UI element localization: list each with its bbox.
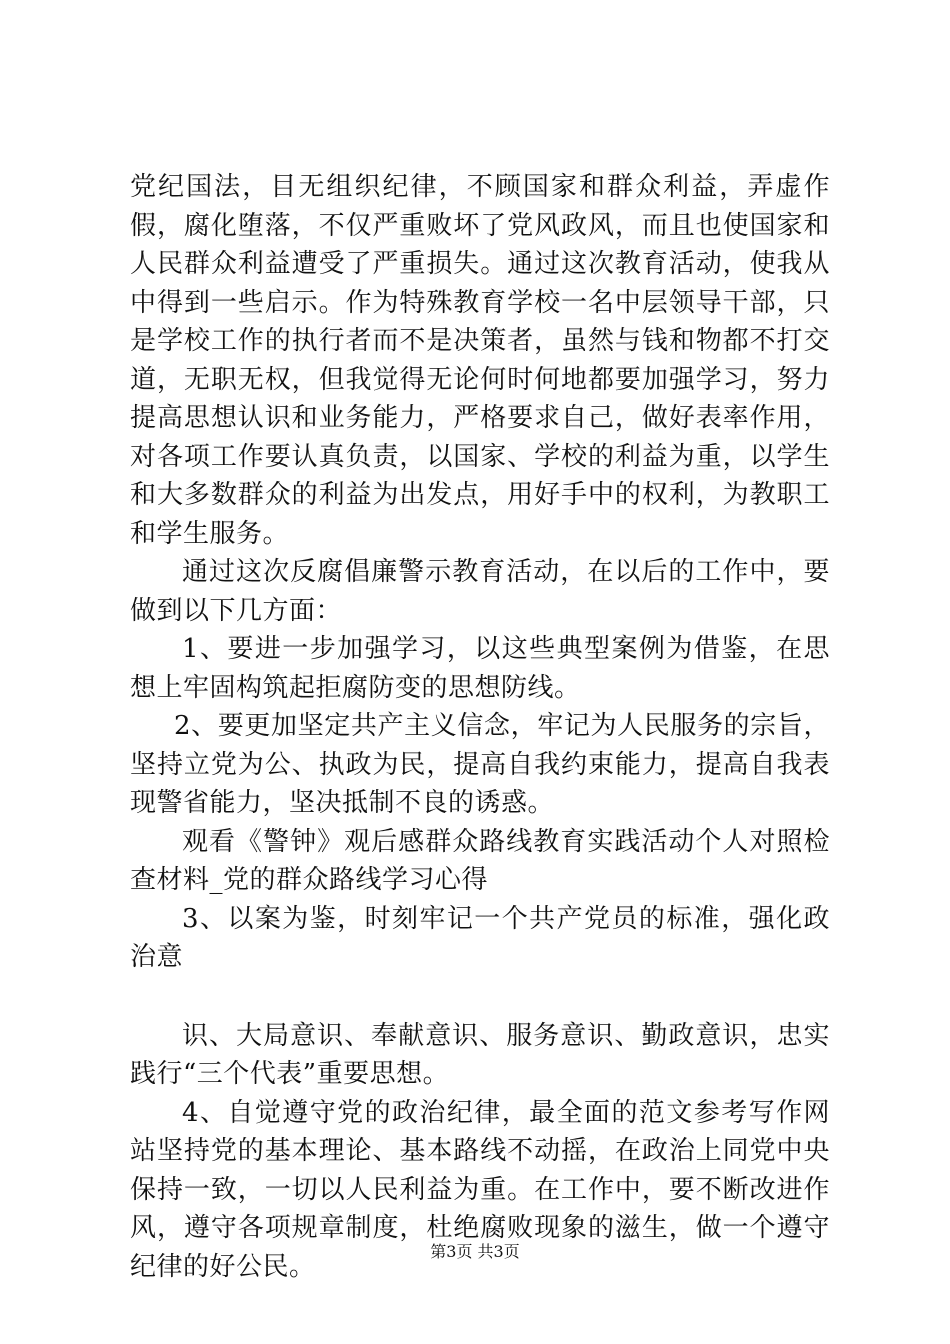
paragraph-aspects-intro: 通过这次反腐倡廉警示教育活动，在以后的工作中，要做到以下几方面： bbox=[130, 557, 830, 626]
paragraph-point-3-continued: 识、大局意识、奉献意识、服务意识、勤政意识，忠实践行“三个代表”重要思想。 bbox=[130, 1020, 830, 1089]
paragraph-point-4: 4、自觉遵守党的政治纪律，最全面的范文参考写作网站坚持党的基本理论、基本路线不动摇，在政治上同党中央保持一致，一切以人民利益为重。在工作中，要不断改进作风，遵守各项规章制度，杜绝腐败现象的滋生，做一个遵守纪律的好公民。 bbox=[130, 1097, 830, 1282]
document-body bbox=[130, 168, 830, 1286]
paragraph-point-1: 1、要进一步加强学习，以这些典型案例为借鉴，在思想上牢固构筑起拒腐防变的思想防线。 bbox=[130, 634, 830, 703]
paragraph-point-2: 2、要更加坚定共产主义信念，牢记为人民服务的宗旨，坚持立党为公、执政为民，提高自我约束能力，提高自我表现警省能力，坚决抵制不良的诱惑。 bbox=[130, 711, 830, 818]
page-number-footer: 第3页 共3页 bbox=[430, 1242, 520, 1261]
paragraph-intro: 党纪国法，目无组织纪律，不顾国家和群众利益，弄虚作假，腐化堕落，不仅严重败坏了党风政风，而且也使国家和人民群众利益遭受了严重损失。通过这次教育活动，使我从中得到一些启示。作为特殊教育学校一名中层领导干部，只是学校工作的执行者而不是决策者，虽然与钱和物都不打交道，无职无权，但我觉得无论何时何地都要加强学习，努力提高思想认识和业务能力，严格要求自己，做好表率作用，对各项工作要认真负责，以国家、学校的利益为重，以学生和大多数群众的利益为出发点，用好手中的权利，为教职工和学生服务。 bbox=[130, 172, 830, 549]
spacer bbox=[130, 977, 830, 1017]
paragraph-point-3: 3、以案为鉴，时刻牢记一个共产党员的标准，强化政治意 bbox=[130, 903, 830, 972]
paragraph-inserted-title: 观看《警钟》观后感群众路线教育实践活动个人对照检查材料_党的群众路线学习心得 bbox=[130, 826, 830, 895]
